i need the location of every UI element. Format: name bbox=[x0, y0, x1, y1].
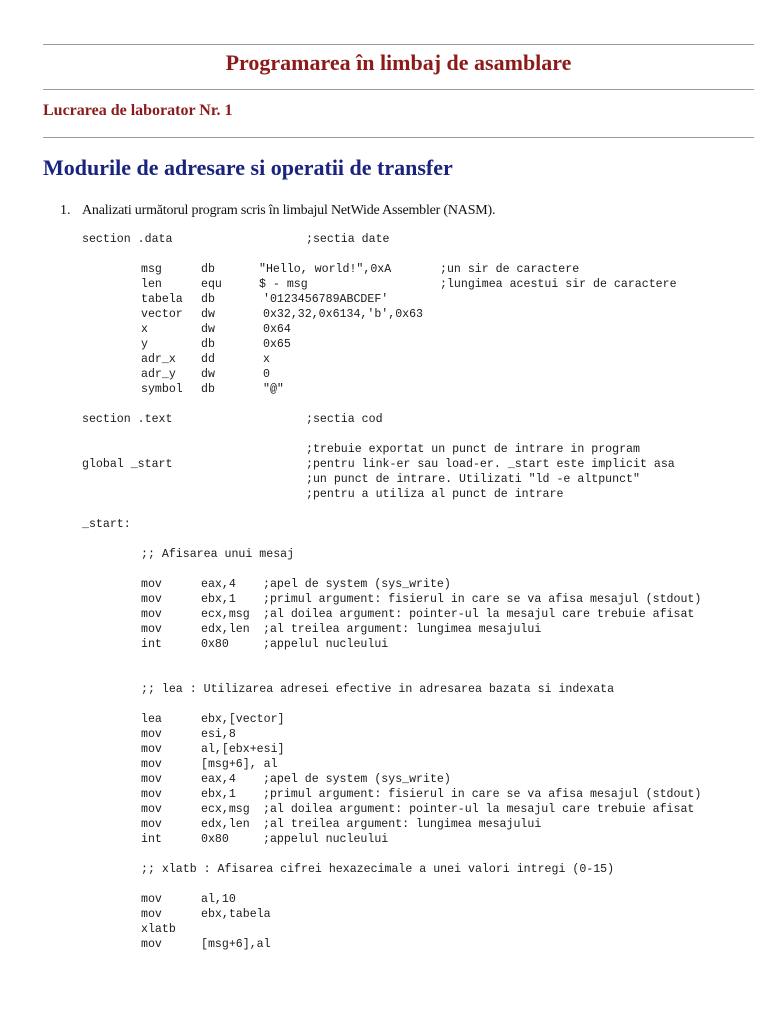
code-token: adr_x bbox=[141, 353, 176, 366]
code-token: mov bbox=[141, 818, 162, 831]
code-token: ;appelul nucleului bbox=[263, 638, 389, 651]
code-token: ;apel de system (sys_write) bbox=[263, 578, 451, 591]
code-token: db bbox=[201, 293, 215, 306]
code-token: dw bbox=[201, 308, 215, 321]
code-token: y bbox=[141, 338, 148, 351]
code-token: mov bbox=[141, 578, 162, 591]
code-token: eax,4 bbox=[201, 578, 236, 591]
code-token: '0123456789ABCDEF' bbox=[263, 293, 389, 306]
code-token: mov bbox=[141, 893, 162, 906]
code-token: tabela bbox=[141, 293, 183, 306]
section-rule bbox=[43, 137, 754, 138]
task-number: 1. bbox=[60, 203, 71, 218]
code-token: int bbox=[141, 833, 162, 846]
code-token: edx,len bbox=[201, 623, 250, 636]
page-title: Programarea în limbaj de asamblare bbox=[225, 50, 572, 75]
code-token: x bbox=[141, 323, 148, 336]
code-token: 0x64 bbox=[263, 323, 291, 336]
code-token: al,10 bbox=[201, 893, 236, 906]
code-token: mov bbox=[141, 593, 162, 606]
code-token: 0 bbox=[263, 368, 270, 381]
section-heading: Modurile de adresare si operatii de transfer bbox=[43, 155, 453, 180]
code-token: db bbox=[201, 383, 215, 396]
code-token: len bbox=[141, 278, 162, 291]
code-token: db bbox=[201, 338, 215, 351]
code-token: ;pentru link-er sau load-er. _start este implicit asa bbox=[306, 458, 675, 471]
code-token: ;primul argument: fisierul in care se va afisa mesajul (stdout) bbox=[263, 788, 702, 801]
title-rule bbox=[43, 89, 754, 90]
code-token: msg bbox=[141, 263, 162, 276]
code-token: ;un sir de caractere bbox=[440, 263, 580, 276]
code-token: 0x32,32,0x6134,'b',0x63 bbox=[263, 308, 424, 321]
code-token: symbol bbox=[141, 383, 183, 396]
code-token: 0x65 bbox=[263, 338, 291, 351]
code-token: dw bbox=[201, 368, 215, 381]
code-token: section .data bbox=[82, 233, 173, 246]
code-token: ebx,1 bbox=[201, 593, 236, 606]
code-token: mov bbox=[141, 938, 162, 951]
code-token: ;; xlatb : Afisarea cifrei hexazecimale a unei valori intregi (0-15) bbox=[141, 863, 615, 876]
code-token: 0x80 bbox=[201, 833, 229, 846]
code-token: "Hello, world!",0xA bbox=[259, 263, 392, 276]
code-token: section .text bbox=[82, 413, 173, 426]
code-token: ebx,tabela bbox=[201, 908, 271, 921]
code-token: ecx,msg bbox=[201, 803, 250, 816]
code-token: dw bbox=[201, 323, 215, 336]
top-rule bbox=[43, 44, 754, 45]
code-token: "@" bbox=[263, 383, 284, 396]
code-token: eax,4 bbox=[201, 773, 236, 786]
code-token: vector bbox=[141, 308, 183, 321]
code-token: int bbox=[141, 638, 162, 651]
code-token: mov bbox=[141, 908, 162, 921]
code-token: db bbox=[201, 263, 215, 276]
code-token: x bbox=[263, 353, 270, 366]
code-token: mov bbox=[141, 788, 162, 801]
code-token: ebx,[vector] bbox=[201, 713, 285, 726]
code-token: [msg+6], al bbox=[201, 758, 278, 771]
code-token: ;al doilea argument: pointer-ul la mesajul care trebuie afisat bbox=[263, 608, 695, 621]
code-token: mov bbox=[141, 773, 162, 786]
code-token: mov bbox=[141, 608, 162, 621]
code-token: edx,len bbox=[201, 818, 250, 831]
code-token: ;un punct de intrare. Utilizati "ld -e altpunct" bbox=[306, 473, 640, 486]
code-token: esi,8 bbox=[201, 728, 236, 741]
code-token: ;lungimea acestui sir de caractere bbox=[440, 278, 677, 291]
code-token: 0x80 bbox=[201, 638, 229, 651]
code-token: al,[ebx+esi] bbox=[201, 743, 285, 756]
code-token: equ bbox=[201, 278, 222, 291]
code-token: dd bbox=[201, 353, 215, 366]
code-token: mov bbox=[141, 728, 162, 741]
code-token: mov bbox=[141, 803, 162, 816]
code-token: ;; lea : Utilizarea adresei efective in adresarea bazata si indexata bbox=[141, 683, 615, 696]
code-token: ;; Afisarea unui mesaj bbox=[141, 548, 295, 561]
code-token: xlatb bbox=[141, 923, 176, 936]
code-token: ;al treilea argument: lungimea mesajului bbox=[263, 623, 542, 636]
code-token: ecx,msg bbox=[201, 608, 250, 621]
code-token: mov bbox=[141, 743, 162, 756]
code-token: ;trebuie exportat un punct de intrare in program bbox=[306, 443, 640, 456]
code-token: ;pentru a utiliza al punct de intrare bbox=[306, 488, 564, 501]
code-token: ;primul argument: fisierul in care se va afisa mesajul (stdout) bbox=[263, 593, 702, 606]
code-token: ;al doilea argument: pointer-ul la mesajul care trebuie afisat bbox=[263, 803, 695, 816]
code-token: ;sectia cod bbox=[306, 413, 383, 426]
code-token: ;apel de system (sys_write) bbox=[263, 773, 451, 786]
code-token: $ - msg bbox=[259, 278, 308, 291]
lab-label: Lucrarea de laborator Nr. 1 bbox=[43, 102, 233, 119]
code-token: ;sectia date bbox=[306, 233, 390, 246]
code-token: ;appelul nucleului bbox=[263, 833, 389, 846]
code-token: _start: bbox=[82, 518, 131, 531]
code-token: adr_y bbox=[141, 368, 176, 381]
code-token: lea bbox=[141, 713, 162, 726]
task-text: Analizati următorul program scris în limbajul NetWide Assembler (NASM). bbox=[82, 203, 496, 218]
code-token: ;al treilea argument: lungimea mesajului bbox=[263, 818, 542, 831]
code-token: mov bbox=[141, 623, 162, 636]
code-token: [msg+6],al bbox=[201, 938, 271, 951]
code-token: mov bbox=[141, 758, 162, 771]
code-token: global _start bbox=[82, 458, 173, 471]
code-token: ebx,1 bbox=[201, 788, 236, 801]
